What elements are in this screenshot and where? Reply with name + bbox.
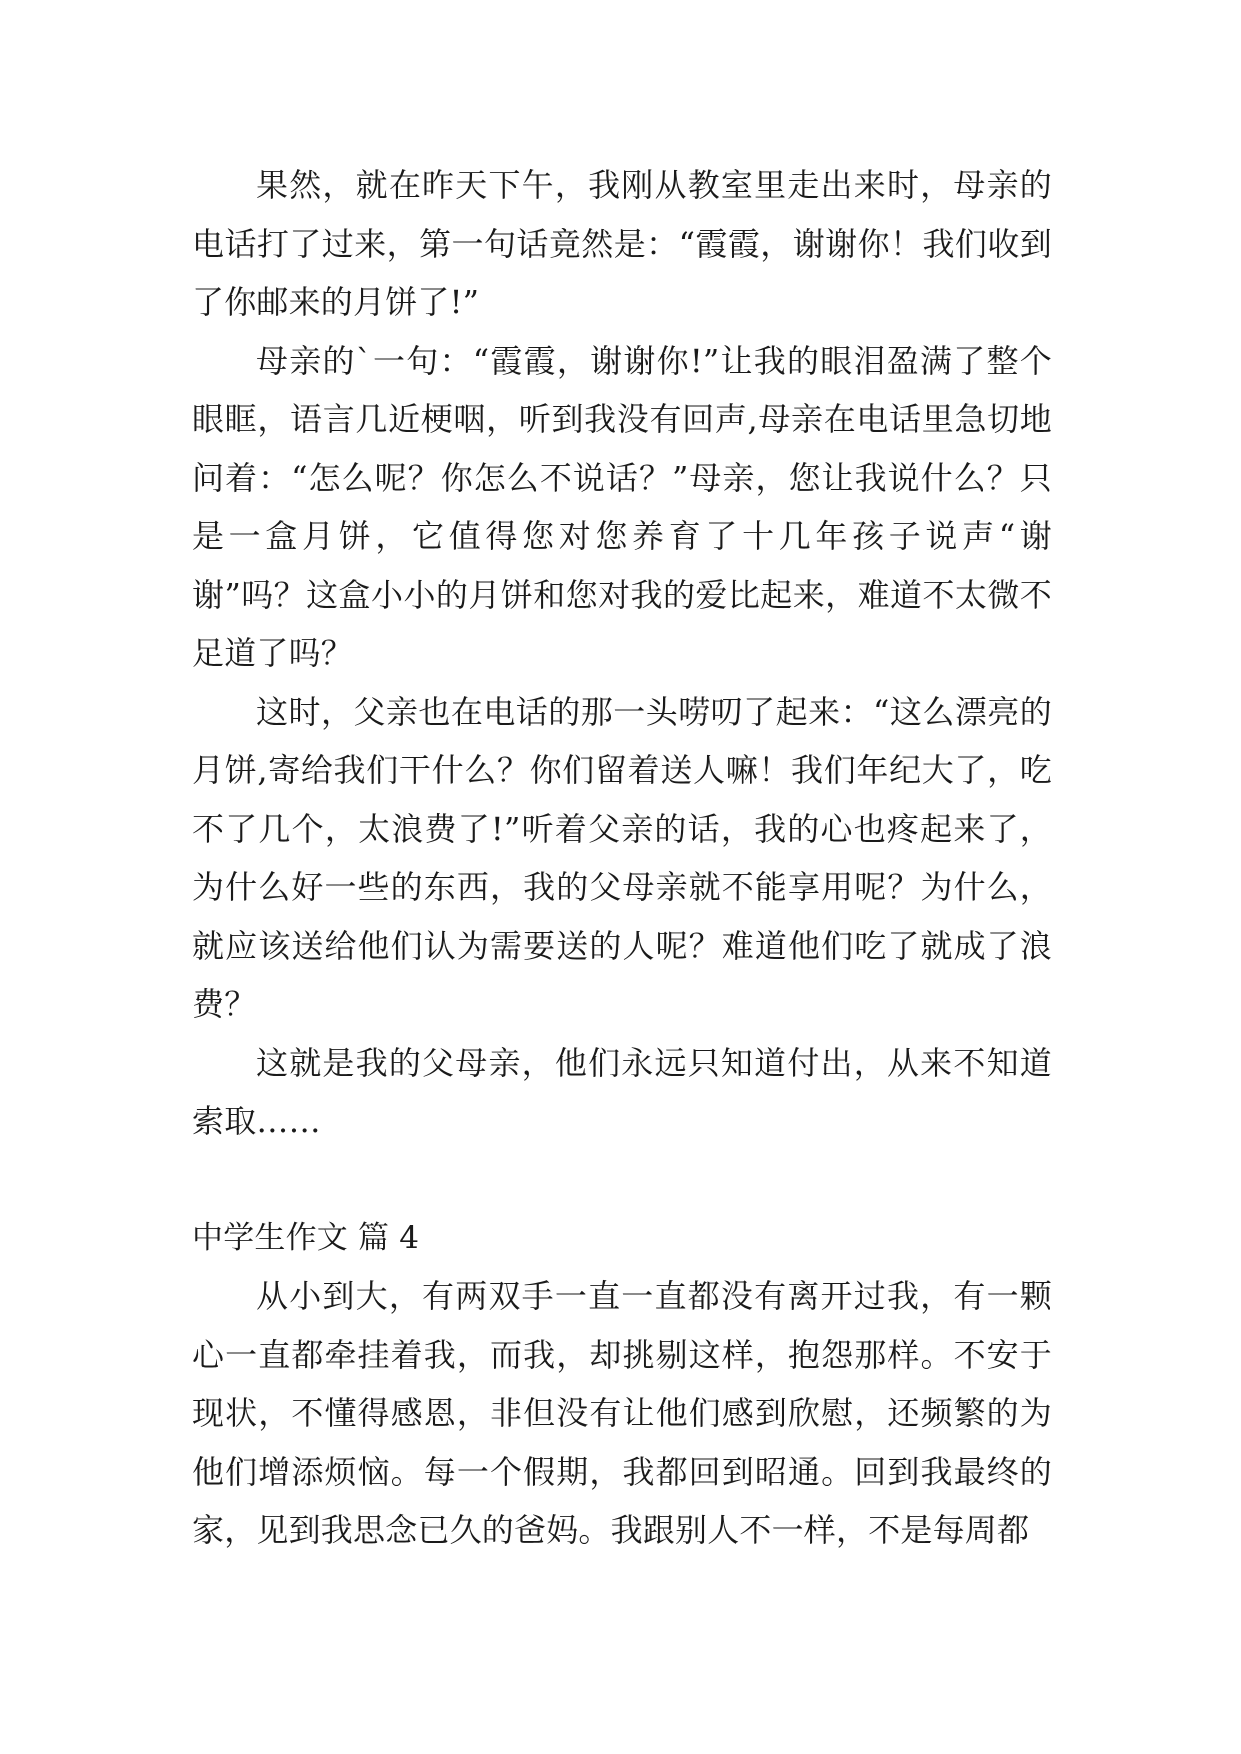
paragraph: 果然，就在昨天下午，我刚从教室里走出来时，母亲的电话打了过来，第一句话竟然是：“霞霞，谢谢你！我们收到了你邮来的月饼了!” xyxy=(192,166,1052,321)
paragraph: 这就是我的父母亲，他们永远只知道付出，从来不知道索取…… xyxy=(192,1043,1052,1140)
paragraph: 这时，父亲也在电话的那一头唠叨了起来：“这么漂亮的月饼,寄给我们干什么？你们留着送人嘛！我们年纪大了，吃不了几个，太浪费了!”听着父亲的话，我的心也疼起来了，为什么好一些的东西，我的父母亲就不能享用呢？为什么，就应该送给他们认为需要送的人呢？难道他们吃了就成了浪费？ xyxy=(192,692,1052,1023)
paragraph: 从小到大，有两双手一直一直都没有离开过我，有一颗心一直都牵挂着我，而我，却挑剔这样，抱怨那样。不安于现状，不懂得感恩，非但没有让他们感到欣慰，还频繁的为他们增添烦恼。每一个假期，我都回到昭通。回到我最终的家，见到我思念已久的爸妈。我跟别人不一样，不是每周都 xyxy=(192,1277,1052,1549)
paragraph: 母亲的`一句：“霞霞，谢谢你!”让我的眼泪盈满了整个眼眶，语言几近梗咽，听到我没有回声,母亲在电话里急切地问着：“怎么呢？你怎么不说话？”母亲，您让我说什么？只是一盒月饼，它值得您对您养育了十几年孩子说声“谢谢”吗？这盒小小的月饼和您对我的爱比起来，难道不太微不足道了吗？ xyxy=(192,341,1052,672)
document-body xyxy=(192,156,1052,1560)
section-heading: 中学生作文 篇 4 xyxy=(192,1219,420,1256)
